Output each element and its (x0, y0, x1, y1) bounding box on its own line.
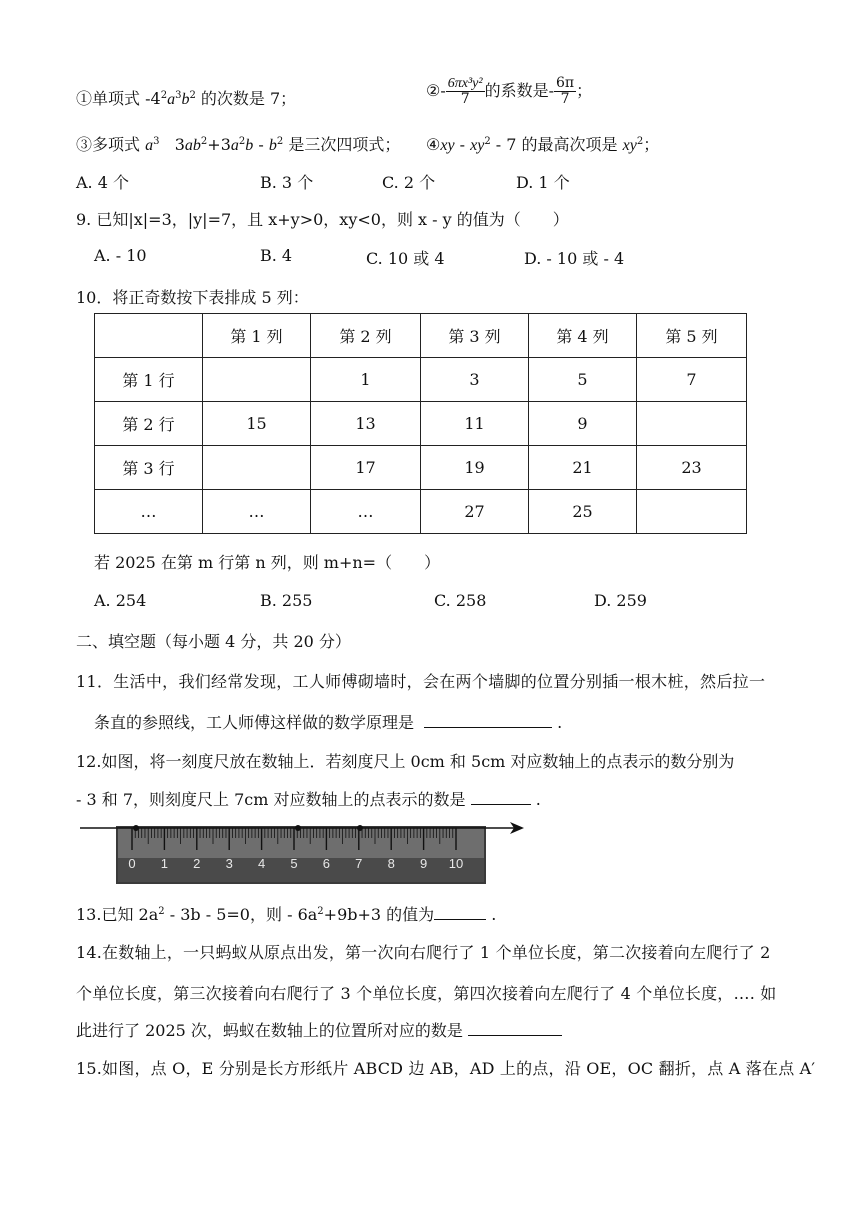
q8-s2-prefix: ②- (426, 81, 446, 100)
table-header-row (95, 314, 747, 358)
table-cell: 11 (421, 402, 529, 446)
table-row (95, 490, 747, 534)
ruler-tick-label: 1 (160, 856, 169, 871)
q8-option-d[interactable]: D. 1 个 (516, 173, 570, 192)
ruler (116, 826, 486, 884)
q10-option-d[interactable]: D. 259 (594, 591, 647, 610)
q8-s2-middle: 的系数是- (484, 81, 555, 100)
table-header-cell: 第 4 列 (529, 314, 637, 358)
section-title: 二、填空题（每小题 4 分，共 20 分） (76, 632, 351, 651)
q13-text: 13.已知 $2a^2 - 3b - 5=0$，则 - $6a^2+9b+3$ 的值为 . (76, 905, 497, 924)
q10-option-a[interactable]: A. 254 (94, 591, 147, 610)
q9-option-c[interactable]: C. 10 或 4 (366, 249, 445, 268)
q8-statement-1: ①单项式 $-4^2a^3b^2$ 的次数是 7； (76, 89, 297, 108)
q14-line-2: 个单位长度，第三次接着向右爬行了 3 个单位长度，第四次接着向左爬行了 4 个单位长度，…. 如 (76, 984, 777, 1003)
table-cell: 第 1 行 (95, 358, 203, 402)
table-cell: 21 (529, 446, 637, 490)
q14-line-1: 14.在数轴上，一只蚂蚁从原点出发，第一次向右爬行了 1 个单位长度，第二次接着向左爬行了 2 (76, 943, 771, 962)
table-cell: … (311, 490, 421, 534)
q10-option-c[interactable]: C. 258 (434, 591, 487, 610)
q8-statement-3: ③多项式 $a^3$ $3ab^2+3a^2b - b^2$ 是三次四项式； (76, 135, 401, 154)
table-cell: 1 (311, 358, 421, 402)
q12-line-2: - 3 和 7，则刻度尺上 7cm 对应数轴上的点表示的数是 . (76, 790, 541, 809)
table-cell: 19 (421, 446, 529, 490)
q12-line-1: 12.如图，将一刻度尺放在数轴上．若刻度尺上 0cm 和 5cm 对应数轴上的点表示的数分别为 (76, 752, 735, 771)
q13-answer-blank[interactable] (434, 905, 486, 920)
q12-answer-blank[interactable] (471, 790, 531, 805)
ruler-tick-label: 2 (193, 856, 201, 871)
table-row (95, 358, 747, 402)
ruler-tick-label: 0 (128, 856, 136, 871)
q8-option-c[interactable]: C. 2 个 (382, 173, 436, 192)
q9-stem: 9. 已知|x|=3，|y|=7，且 x+y>0，xy<0，则 x - y 的值为（ ） (76, 210, 569, 229)
table-header-cell: 第 1 列 (203, 314, 311, 358)
q8-statement-4: ④xy - $xy^2 - 7$ 的最高次项是 $xy^2$； (426, 135, 660, 154)
table-cell: 第 3 行 (95, 446, 203, 490)
q9-option-a[interactable]: A. - 10 (94, 246, 147, 265)
ruler-tick-label: 3 (225, 856, 233, 871)
table-header-cell (95, 314, 203, 358)
q8-s4-middle: 的最高次项是 (521, 135, 618, 154)
table-cell: 13 (311, 402, 421, 446)
q8-option-b[interactable]: B. 3 个 (260, 173, 314, 192)
ruler-tick-label: 9 (419, 856, 428, 871)
table-row (95, 402, 747, 446)
q11-line-1: 11．生活中，我们经常发现，工人师傅砌墙时，会在两个墙脚的位置分别插一根木桩，然后拉一 (76, 672, 766, 691)
q15-line-1: 15.如图，点 O，E 分别是长方形纸片 ABCD 边 AB，AD 上的点，沿 OE，OC 翻折，点 A 落在点 A′ (76, 1059, 816, 1078)
q8-s1-suffix: 的次数是 7； (200, 89, 297, 108)
ruler-tick-label: 7 (355, 856, 363, 871)
table-cell: … (203, 490, 311, 534)
q8-option-a[interactable]: A. 4 个 (76, 173, 129, 192)
q8-statement-2: ②- $\frac{\text{6πx³y²}}{7}$ 的系数是- $\frac{6\pi}{7}$ ； (426, 75, 593, 107)
q8-s2-fraction: $\frac{\text{6πx³y²}}{7}$ (447, 76, 483, 107)
q10-stem: 10．将正奇数按下表排成 5 列： (76, 288, 309, 307)
q8-s2-coef: $\frac{6\pi}{7}$ (556, 75, 575, 107)
axis-point (133, 825, 139, 831)
q14-line-3: 此进行了 2025 次，蚂蚁在数轴上的位置所对应的数是 (76, 1018, 562, 1041)
q8-s3-prefix: ③多项式 (76, 135, 141, 154)
table-cell (203, 358, 311, 402)
table-cell: 7 (637, 358, 747, 402)
axis-point (295, 825, 301, 831)
table-row (95, 446, 747, 490)
table-header-cell: 第 2 列 (311, 314, 421, 358)
q9-option-d[interactable]: D. - 10 或 - 4 (524, 249, 625, 268)
table-cell: 3 (421, 358, 529, 402)
table-cell: 23 (637, 446, 747, 490)
ruler-tick-label: 8 (387, 856, 395, 871)
table-cell: 9 (529, 402, 637, 446)
q9-option-b[interactable]: B. 4 (260, 246, 293, 265)
ruler-tick-label: 4 (257, 856, 266, 871)
table-cell: 25 (529, 490, 637, 534)
table-cell (203, 446, 311, 490)
q10-question: 若 2025 在第 m 行第 n 列，则 m+n=（ ） (94, 553, 441, 572)
table-header-cell: 第 5 列 (637, 314, 747, 358)
axis-point (357, 825, 363, 831)
q11-answer-blank[interactable] (424, 713, 552, 728)
q8-s3-suffix: 是三次四项式； (288, 135, 401, 154)
table-cell: 5 (529, 358, 637, 402)
ruler-tick-label: 5 (290, 856, 298, 871)
ruler-tick-label: 6 (322, 856, 331, 871)
odd-number-table (94, 313, 747, 534)
table-header-cell: 第 3 列 (421, 314, 529, 358)
q11-line-2: 条直的参照线，工人师傅这样做的数学原理是 . (94, 713, 563, 732)
q14-answer-blank[interactable] (468, 1021, 562, 1036)
table-cell (637, 402, 747, 446)
table-cell: 15 (203, 402, 311, 446)
q10-option-b[interactable]: B. 255 (260, 591, 313, 610)
q8-s1-prefix: ①单项式 -4 (76, 89, 161, 108)
table-cell (637, 490, 747, 534)
table-cell: 27 (421, 490, 529, 534)
table-cell: … (95, 490, 203, 534)
table-cell: 第 2 行 (95, 402, 203, 446)
ruler-figure (76, 818, 528, 886)
ruler-tick-label: 10 (448, 856, 464, 871)
table-cell: 17 (311, 446, 421, 490)
